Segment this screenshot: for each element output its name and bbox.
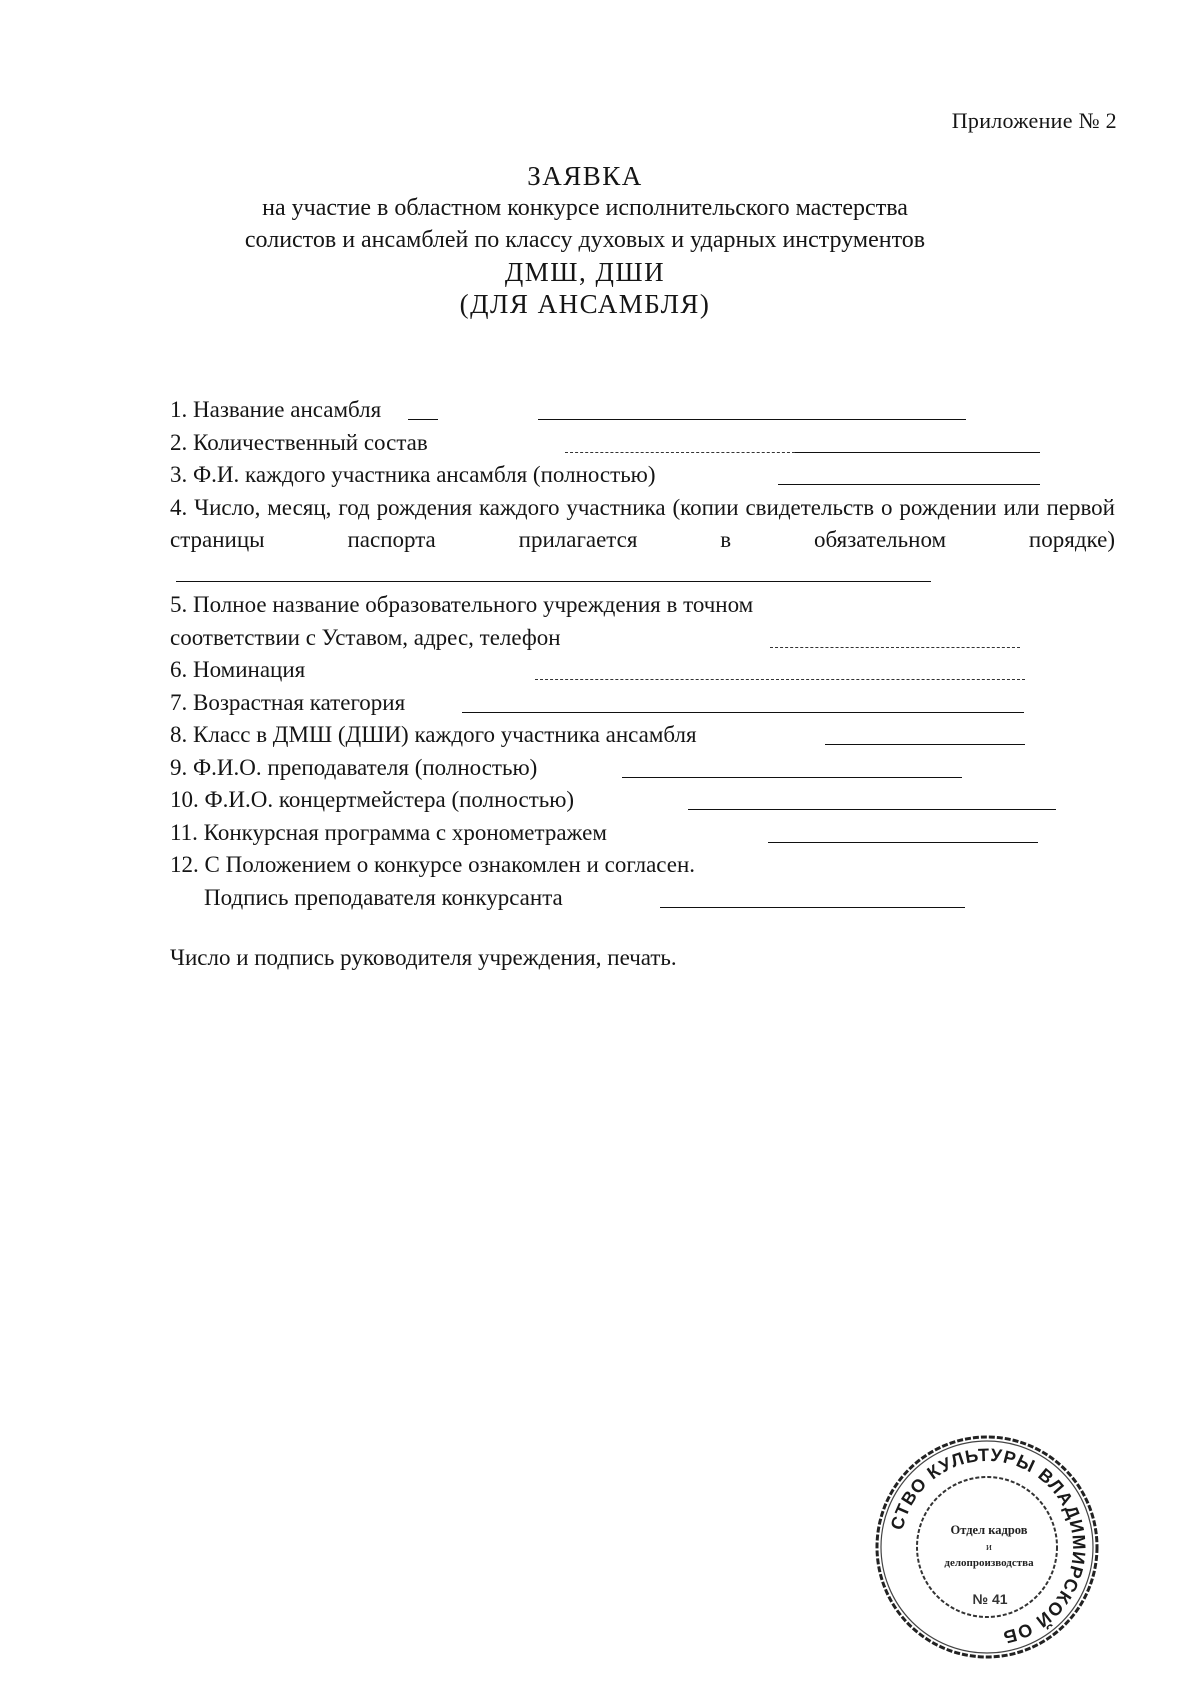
field-label: 5. Полное название образовательного учреждения в точном — [170, 592, 754, 617]
field-teacher — [170, 752, 1115, 785]
blank-line[interactable] — [778, 484, 1040, 485]
field-label: 10. Ф.И.О. концертмейстера (полностью) — [170, 787, 575, 812]
field-label: 4. Число, месяц, год рождения каждого участника (копии свидетельств о рождении или первой страницы паспорта прилагается в обязательном порядке) — [170, 494, 1115, 552]
field-institution — [170, 589, 1115, 622]
stamp-center-2: и — [986, 1541, 992, 1553]
field-ensemble-name — [170, 394, 1115, 427]
title-block — [170, 160, 1000, 320]
title-line-3: солистов и ансамблей по классу духовых и ударных инструментов — [244, 227, 926, 253]
stamp-bottom-number: № 41 — [972, 1591, 1008, 1607]
title-line-4: ДМШ, ДШИ — [504, 257, 666, 287]
field-label: 6. Номинация — [170, 657, 306, 682]
stamp-graphic — [872, 1432, 1102, 1662]
blank-line[interactable] — [660, 907, 965, 908]
blank-line[interactable] — [408, 419, 438, 420]
field-label: Подпись преподавателя конкурсанта — [204, 884, 563, 910]
field-accompanist — [170, 784, 1115, 817]
field-label: 9. Ф.И.О. преподавателя (полностью) — [170, 754, 538, 780]
blank-line[interactable] — [825, 744, 1025, 745]
blank-line[interactable] — [622, 777, 962, 778]
blank-line[interactable] — [565, 452, 795, 453]
field-agreement — [170, 849, 1115, 882]
appendix-label: Приложение № 2 — [951, 108, 1117, 133]
blank-line[interactable] — [538, 419, 966, 420]
blank-line[interactable] — [768, 842, 1038, 843]
field-label: 7. Возрастная категория — [170, 689, 406, 715]
field-label: 12. С Положением о конкурсе ознакомлен и согласен. — [170, 852, 696, 877]
field-composition — [170, 427, 1115, 460]
field-institution-cont — [170, 622, 1115, 655]
field-label: 2. Количественный состав — [170, 429, 428, 455]
title-line-2: на участие в областном конкурсе исполнительского мастерства — [262, 195, 908, 221]
field-class — [170, 719, 1115, 752]
field-label: 11. Конкурсная программа с хронометражем — [170, 819, 607, 845]
blank-line[interactable] — [176, 581, 931, 582]
title-line-5: (ДЛЯ АНСАМБЛЯ) — [459, 289, 711, 319]
stamp-ring-text: СТВО КУЛЬТУРЫ ВЛАДИМИРСКОЙ ОБ — [886, 1444, 1090, 1648]
blank-line[interactable] — [462, 712, 1024, 713]
field-label: 8. Класс в ДМШ (ДШИ) каждого участника ансамбля — [170, 722, 697, 747]
document-title: ЗАЯВКА — [527, 161, 643, 191]
field-nomination — [170, 654, 1115, 687]
blank-line[interactable] — [688, 809, 1056, 810]
official-stamp — [872, 1432, 1102, 1662]
field-age-category — [170, 687, 1115, 720]
blank-line[interactable] — [770, 647, 1020, 648]
stamp-center-3: делопроизводства — [944, 1557, 1034, 1569]
blank-line[interactable] — [535, 679, 1025, 680]
field-participants — [170, 459, 1115, 492]
field-birthdates — [170, 492, 1115, 590]
field-label: 1. Название ансамбля — [170, 397, 382, 422]
field-label: 3. Ф.И. каждого участника ансамбля (полностью) — [170, 462, 656, 487]
field-program — [170, 817, 1115, 850]
field-teacher-signature — [170, 882, 1115, 915]
field-label: соответствии с Уставом, адрес, телефон — [170, 624, 561, 650]
form-fields — [170, 394, 1115, 914]
stamp-center-1: Отдел кадров — [950, 1523, 1028, 1537]
blank-line[interactable] — [795, 452, 1040, 453]
footer-note: Число и подпись руководителя учреждения, печать. — [170, 945, 677, 970]
